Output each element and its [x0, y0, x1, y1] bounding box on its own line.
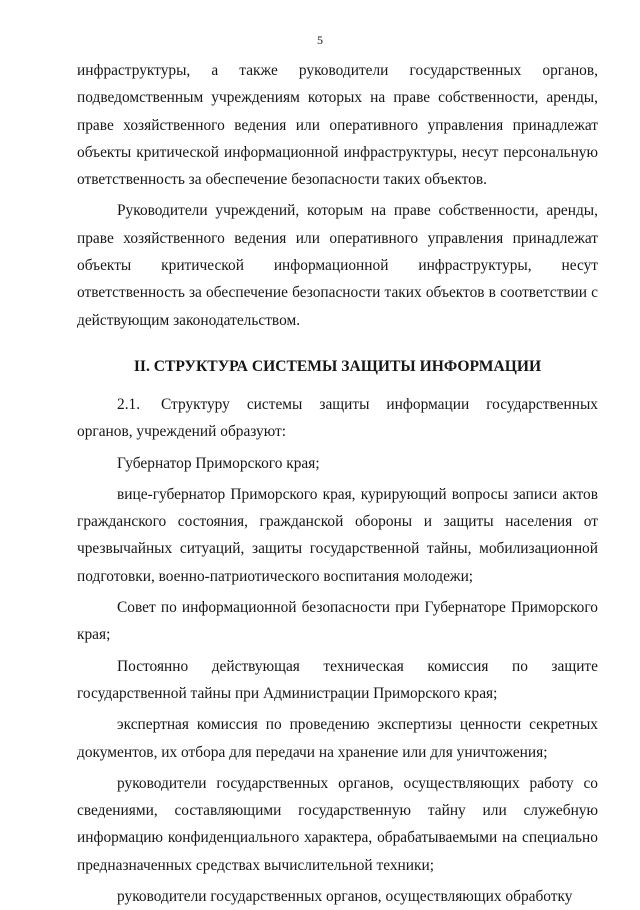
list-item: руководители государственных органов, осуществляющих обработку — [117, 888, 573, 906]
list-item: вице-губернатор Приморского края, курирующий вопросы записи актов гражданского состояния, гражданской обороны и защиты населения от чрезвычайных ситуаций, защиты государственной тайны, мобилизационной подготовки, военно-патриотического воспитания молодежи; — [77, 485, 598, 585]
page-number: 5 — [317, 33, 323, 47]
paragraph: Руководители учреждений, которым на праве собственности, аренды, праве хозяйственного ведения или оперативного управления принадлежат объекты критической информационной инфраструктуры, несут ответственность за обеспечение безопасности таких объектов в соответствии с действующим законодательством. — [77, 202, 598, 329]
document-body — [77, 57, 598, 910]
clause-number: 2.1. — [117, 395, 141, 413]
section-heading: II. СТРУКТУРА СИСТЕМЫ ЗАЩИТЫ ИНФОРМАЦИИ — [133, 357, 542, 375]
paragraph: инфраструктуры, а также руководители государственных органов, подведомственным учреждениям которых на праве собственности, аренды, праве хозяйственного ведения или оперативного управления принадлежат объекты критической информационной инфраструктуры, несут персональную ответственность за обеспечение безопасности таких объектов. — [77, 62, 598, 189]
list-item: экспертная комиссия по проведению экспертизы ценности секретных документов, их отбора для передачи на хранение или для уничтожения; — [77, 716, 598, 761]
clause-paragraph — [77, 391, 598, 446]
list-item: руководители государственных органов, осуществляющих работу со сведениями, составляющими государственную тайну или служебную информацию конфиденциального характера, обрабатываемыми на специально предназначенных средствах вычислительной техники; — [77, 774, 598, 874]
list-item: Совет по информационной безопасности при Губернаторе Приморского края; — [77, 599, 598, 644]
list-item: Губернатор Приморского края; — [117, 454, 320, 472]
list-item: Постоянно действующая техническая комиссия по защите государственной тайны при Администрации Приморского края; — [77, 657, 598, 702]
clause-text: Структуру системы защиты информации государственных органов, учреждений образуют: — [77, 395, 598, 441]
